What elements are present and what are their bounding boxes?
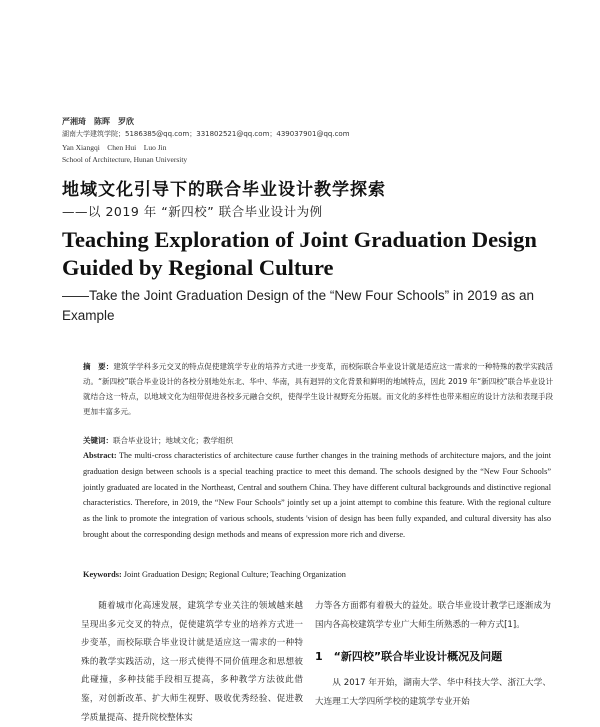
abstract-en-label: Abstract: xyxy=(83,451,117,460)
affiliation-en: School of Architecture, Hunan University xyxy=(62,155,188,164)
keywords-zh-label: 关键词： xyxy=(83,436,113,445)
body-left-column: 随着城市化高速发展，建筑学专业关注的领域越来越呈现出多元交叉的特点，促使建筑学专业的培养方式进一步变革，而校际联合毕业设计就是适应这一需求的一种特殊的教学实践活动，这一形式使得不同价值理念和思想彼此碰撞，多种技能手段相互提高，多种教学方法彼此借鉴，对创新改革、扩大师生视野、吸收优秀经验、促进教学质量提高、提升院校整体实 xyxy=(81,601,303,723)
affiliation-zh: 湖南大学建筑学院；5186385@qq.com；331802521@qq.com；439037901@qq.com xyxy=(62,130,350,138)
keywords-zh-text: 联合毕业设计；地域文化；教学组织 xyxy=(113,436,233,445)
subtitle-zh: ——以 2019 年 “新四校” 联合毕业设计为例 xyxy=(62,204,323,219)
authors-en: Yan Xiangqi Chen Hui Luo Jin xyxy=(62,143,167,152)
title-en: Teaching Exploration of Joint Graduation Design Guided by Regional Culture xyxy=(62,227,537,280)
abstract-zh-label: 摘 要： xyxy=(83,362,114,371)
body-right-column: 力等各方面都有着极大的益处。联合毕业设计教学已逐渐成为国内各高校建筑学专业广大师生所熟悉的一种方式[1]。 xyxy=(315,601,551,630)
keywords-en xyxy=(83,570,346,579)
abstract-zh xyxy=(83,359,553,419)
body-right-paragraph-2: 从 2017 年开始，湖南大学、华中科技大学、浙江大学、大连理工大学四所学校的建筑学专业开始 xyxy=(315,678,551,707)
keywords-en-label: Keywords: xyxy=(83,570,122,579)
abstract-zh-text: 建筑学学科多元交叉的特点促使建筑学专业的培养方式进一步变革，而校际联合毕业设计就是适应这一需求的一种特殊的教学实践活动。“新四校”联合毕业设计的各校分别地处东北、华中、华南，具有迥异的文化背景和鲜明的地域特点，因此 2019 年“新四校”联合毕业设计就结合这一特点，以地域文化为纽带促进各校多元融合交织，使得学生设计视野充分拓展。而文化的多样性也带来相应的设计方法和表现手段更加丰富多元。 xyxy=(83,362,553,416)
section-1-heading: 1 “新四校”联合毕业设计概况及问题 xyxy=(315,650,503,663)
keywords-zh xyxy=(83,435,233,446)
keywords-en-text: Joint Graduation Design; Regional Culture; Teaching Organization xyxy=(123,570,346,579)
abstract-en-text: The multi-cross characteristics of architecture cause further changes in the training methods of architecture majors, and the joint graduation design between schools is a special teaching practice to meet this demand. The schools designed by the “New Four Schools” jointly graduated are located in the Northeast, Central and southern China. They have different cultural backgrounds and distinctive regional characteristics. Therefore, in 2019, the “New Four Schools” jointly set up a joint attempt to combine this feature. With the regional culture as the link to promote the integration of various schools, students 'vision of design has been fully expanded, and cultural diversity has also brought about the corresponding design methods and means of expression more rich and diverse. xyxy=(83,451,551,539)
abstract-en xyxy=(83,448,551,543)
authors-zh: 严湘琦 陈晖 罗欣 xyxy=(62,117,134,126)
title-zh: 地域文化引导下的联合毕业设计教学探索 xyxy=(62,180,386,200)
subtitle-en: ——Take the Joint Graduation Design of the “New Four Schools” in 2019 as an Example xyxy=(62,288,534,323)
